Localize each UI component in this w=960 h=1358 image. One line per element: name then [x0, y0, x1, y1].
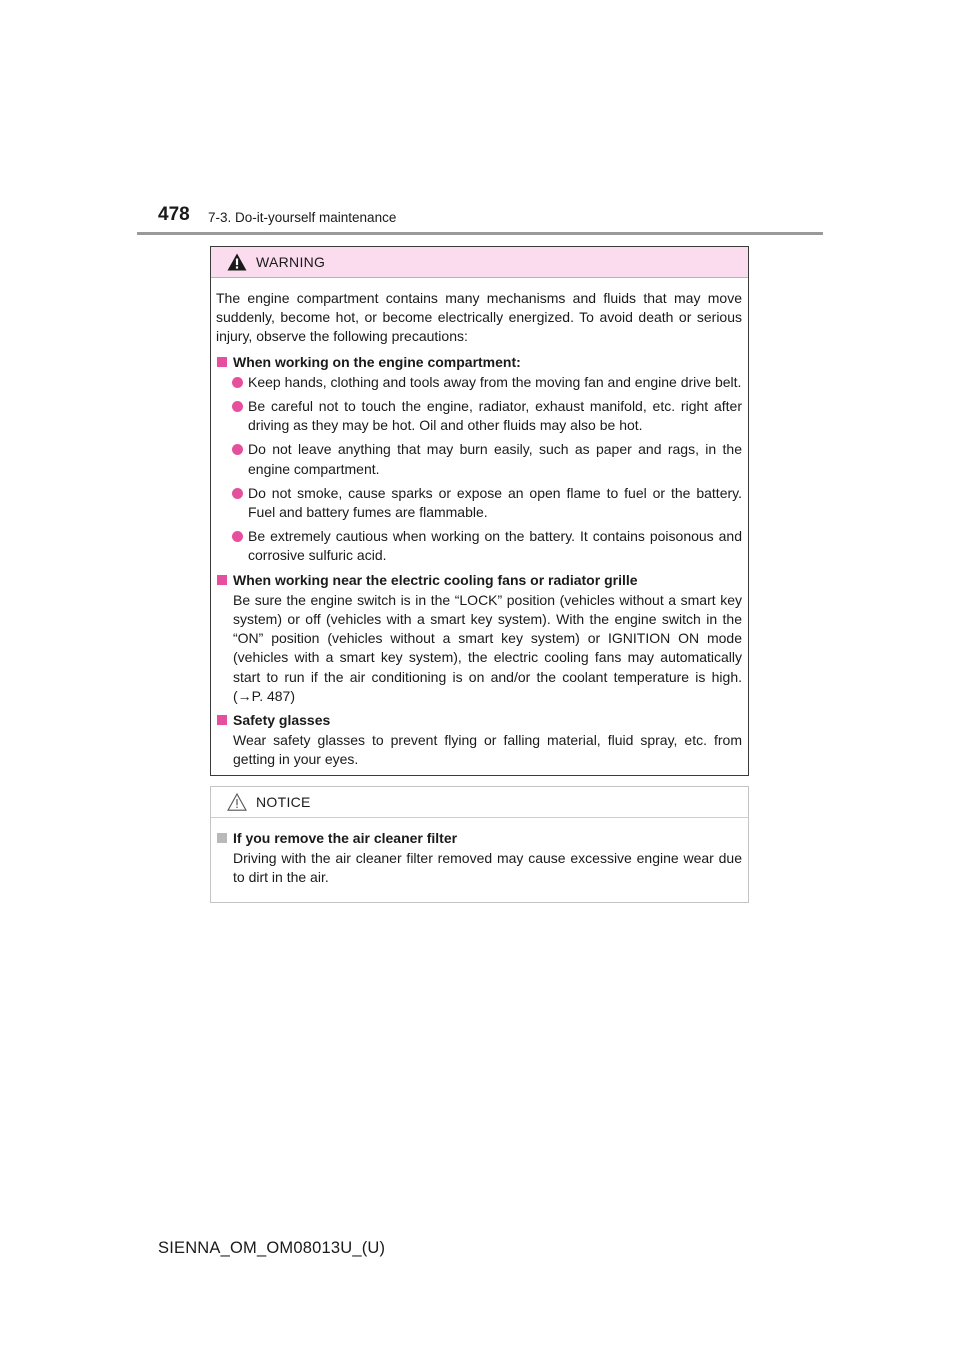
notice-triangle-icon	[227, 793, 247, 811]
warning-header	[211, 247, 748, 278]
notice-box	[210, 786, 749, 903]
circle-bullet-icon	[232, 401, 243, 412]
warning-label: WARNING	[256, 254, 326, 270]
square-bullet-icon	[217, 575, 227, 585]
notice-text: Driving with the air cleaner filter removed may cause excessive engine wear due to dirt in the air.	[233, 850, 742, 886]
notice-label: NOTICE	[256, 794, 311, 810]
section-text-cooling-fans: Be sure the engine switch is in the “LOCK” position (vehicles without a smart key system) or off (vehicles with a smart key system). With the engine switch in the “ON” position (vehicles without a smart key system) or IGNITION ON mode (vehicles with a smart key system), the electric cooling fans may automatically start to run if the air conditioning is on and/or the coolant temperature is high. (→P. 487)	[233, 591, 742, 704]
notice-heading: If you remove the air cleaner filter	[216, 829, 742, 848]
warning-body	[211, 278, 748, 770]
page-number: 478	[158, 204, 190, 225]
circle-bullet-icon	[232, 531, 243, 542]
square-bullet-icon	[217, 715, 227, 725]
document-code: SIENNA_OM_OM08013U_(U)	[158, 1239, 386, 1257]
section-heading-engine-compartment: When working on the engine compartment:	[216, 353, 742, 372]
section-heading-cooling-fans: When working near the electric cooling fans or radiator grille	[216, 571, 742, 590]
section-text-safety-glasses: Wear safety glasses to prevent flying or falling material, fluid spray, etc. from getting in your eyes.	[233, 732, 742, 768]
circle-bullet-icon	[232, 488, 243, 499]
square-bullet-icon	[217, 357, 227, 367]
list-item: Do not smoke, cause sparks or expose an open flame to fuel or the battery. Fuel and battery fumes are flammable.	[216, 484, 742, 522]
notice-body	[211, 818, 748, 888]
bullet-list	[216, 373, 742, 566]
list-item: Be careful not to touch the engine, radiator, exhaust manifold, etc. right after driving as they may be hot. Oil and other fluids may also be hot.	[216, 397, 742, 435]
list-item: Be extremely cautious when working on the battery. It contains poisonous and corrosive sulfuric acid.	[216, 527, 742, 565]
list-item: Keep hands, clothing and tools away from the moving fan and engine drive belt.	[216, 373, 742, 392]
square-bullet-icon	[217, 833, 227, 843]
warning-box	[210, 246, 749, 776]
circle-bullet-icon	[232, 377, 243, 388]
notice-header	[211, 787, 748, 818]
circle-bullet-icon	[232, 444, 243, 455]
section-heading-safety-glasses: Safety glasses	[216, 711, 742, 730]
warning-intro: The engine compartment contains many mechanisms and fluids that may move suddenly, become hot, or become electrically energized. To avoid death or serious injury, observe the following precautions:	[216, 290, 742, 345]
header-rule	[137, 232, 823, 235]
section-title: 7-3. Do-it-yourself maintenance	[208, 210, 397, 225]
list-item: Do not leave anything that may burn easily, such as paper and rags, in the engine compartment.	[216, 440, 742, 478]
warning-triangle-icon	[227, 253, 247, 271]
